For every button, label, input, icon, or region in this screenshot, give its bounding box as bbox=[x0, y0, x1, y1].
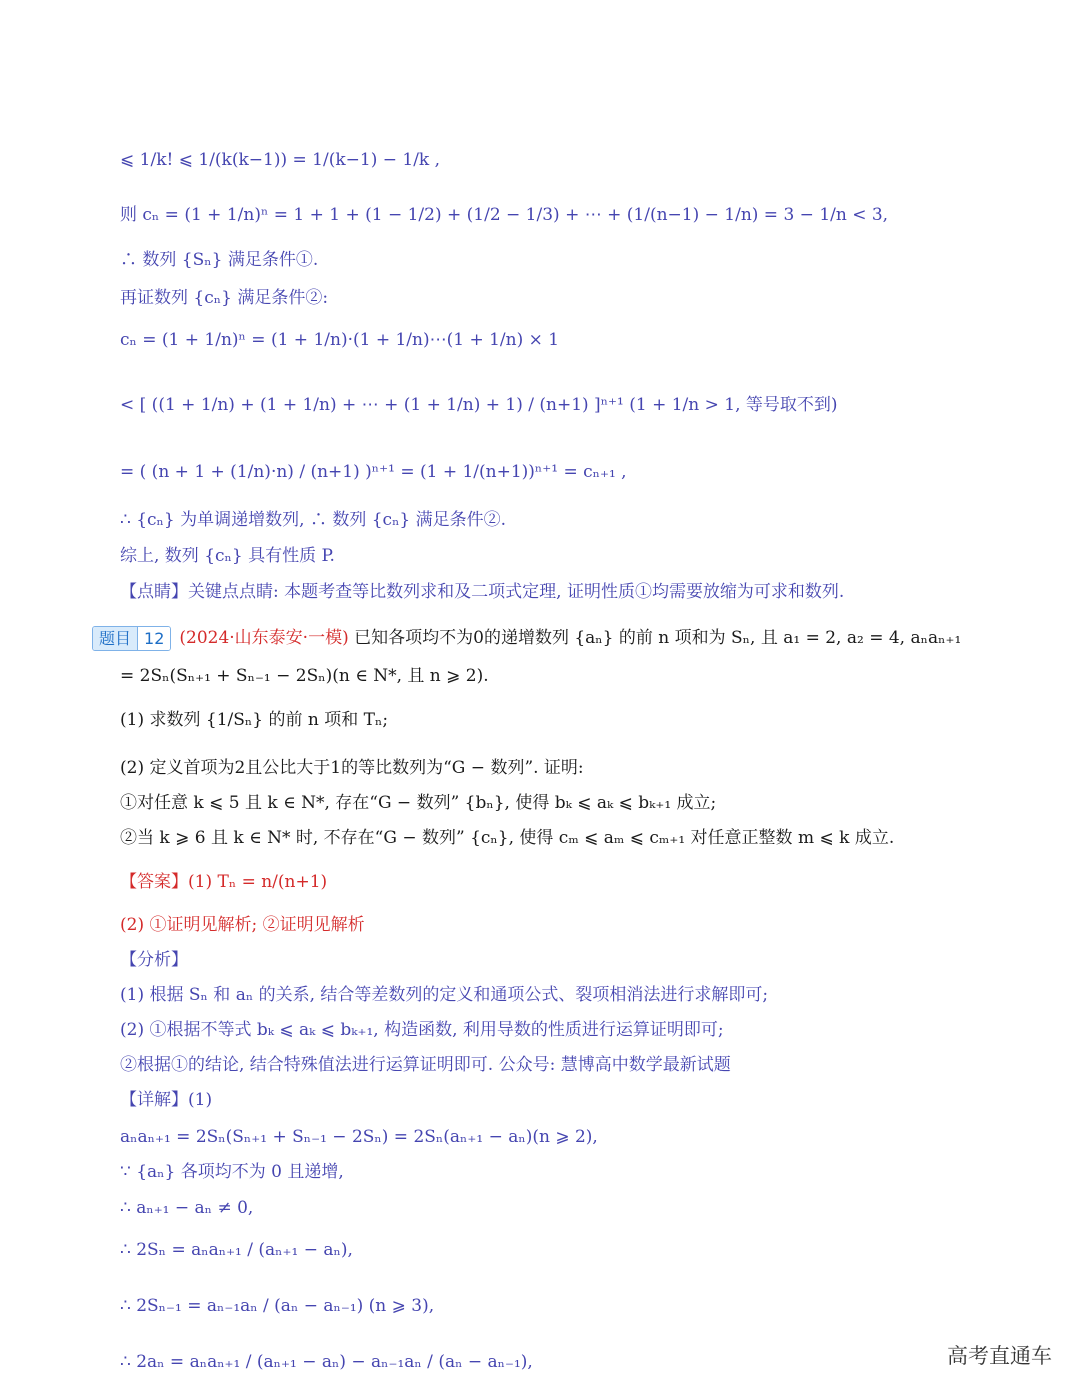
question-1: (1) 求数列 {1/Sₙ} 的前 n 项和 Tₙ; bbox=[120, 710, 389, 730]
problem-tag-number: 12 bbox=[137, 627, 170, 650]
solution-line: cₙ = (1 + 1/n)ⁿ = (1 + 1/n)·(1 + 1/n)⋯(1 + 1/n) × 1 bbox=[120, 330, 560, 350]
analysis-line: ②根据①的结论, 结合特殊值法进行运算证明即可. 公众号: 慧博高中数学最新试题 bbox=[120, 1055, 731, 1075]
detail-line: ∴ 2Sₙ = aₙaₙ₊₁ / (aₙ₊₁ − aₙ), bbox=[120, 1240, 353, 1260]
detail-line: ∴ 2aₙ = aₙaₙ₊₁ / (aₙ₊₁ − aₙ) − aₙ₋₁aₙ / (aₙ − aₙ₋₁), bbox=[120, 1352, 533, 1372]
detail-line: ∵ {aₙ} 各项均不为 0 且递增, bbox=[120, 1162, 344, 1182]
solution-line: 则 cₙ = (1 + 1/n)ⁿ = 1 + 1 + (1 − 1/2) + (1/2 − 1/3) + ⋯ + (1/(n−1) − 1/n) = 3 − 1/n < 3, bbox=[120, 205, 889, 225]
detail-title: 【详解】(1) bbox=[120, 1090, 213, 1110]
answer-line: 【答案】(1) Tₙ = n/(n+1) bbox=[120, 872, 328, 892]
detail-line: ∴ 2Sₙ₋₁ = aₙ₋₁aₙ / (aₙ − aₙ₋₁) (n ⩾ 3), bbox=[120, 1296, 435, 1316]
solution-line: < [ ((1 + 1/n) + (1 + 1/n) + ⋯ + (1 + 1/n) + 1) / (n+1) ]ⁿ⁺¹ (1 + 1/n > 1, 等号取不到) bbox=[120, 395, 838, 415]
analysis-line: (2) ①根据不等式 bₖ ⩽ aₖ ⩽ bₖ₊₁, 构造函数, 利用导数的性质进行运算证明即可; bbox=[120, 1020, 724, 1040]
question-2a: ①对任意 k ⩽ 5 且 k ∈ N*, 存在“G − 数列” {bₙ}, 使得 bₖ ⩽ aₖ ⩽ bₖ₊₁ 成立; bbox=[120, 793, 717, 813]
detail-line: ∴ aₙ₊₁ − aₙ ≠ 0, bbox=[120, 1198, 254, 1218]
answer-line: (2) ①证明见解析; ②证明见解析 bbox=[120, 915, 365, 935]
question-2b: ②当 k ⩾ 6 且 k ∈ N* 时, 不存在“G − 数列” {cₙ}, 使得 cₘ ⩽ aₘ ⩽ cₘ₊₁ 对任意正整数 m ⩽ k 成立. bbox=[120, 828, 895, 848]
detail-line: aₙaₙ₊₁ = 2Sₙ(Sₙ₊₁ + Sₙ₋₁ − 2Sₙ) = 2Sₙ(aₙ₊₁ − aₙ)(n ⩾ 2), bbox=[120, 1127, 598, 1147]
problem-stem: = 2Sₙ(Sₙ₊₁ + Sₙ₋₁ − 2Sₙ)(n ∈ N*, 且 n ⩾ 2). bbox=[120, 666, 489, 686]
problem-stem: 已知各项均不为0的递增数列 {aₙ} 的前 n 项和为 Sₙ, 且 a₁ = 2, a₂ = 4, aₙaₙ₊₁ bbox=[354, 628, 962, 649]
problem-source: (2024·山东泰安·一模) bbox=[179, 628, 349, 649]
comment-line: 【点睛】关键点点睛: 本题考查等比数列求和及二项式定理, 证明性质①均需要放缩为可求和数列. bbox=[120, 582, 845, 602]
question-2: (2) 定义首项为2且公比大于1的等比数列为“G − 数列”. 证明: bbox=[120, 758, 584, 778]
watermark: 高考直通车 bbox=[947, 1344, 1052, 1368]
solution-line: 综上, 数列 {cₙ} 具有性质 P. bbox=[120, 546, 335, 566]
problem-tag bbox=[92, 626, 171, 651]
problem-header bbox=[92, 626, 961, 651]
solution-line: ∴ 数列 {Sₙ} 满足条件①. bbox=[120, 250, 319, 270]
solution-line: ⩽ 1/k! ⩽ 1/(k(k−1)) = 1/(k−1) − 1/k , bbox=[120, 150, 441, 170]
solution-line: = ( (n + 1 + (1/n)·n) / (n+1) )ⁿ⁺¹ = (1 + 1/(n+1))ⁿ⁺¹ = cₙ₊₁ , bbox=[120, 462, 627, 482]
analysis-line: (1) 根据 Sₙ 和 aₙ 的关系, 结合等差数列的定义和通项公式、裂项相消法进行求解即可; bbox=[120, 985, 769, 1005]
solution-line: ∴ {cₙ} 为单调递增数列, ∴ 数列 {cₙ} 满足条件②. bbox=[120, 510, 507, 530]
problem-tag-label: 题目 bbox=[93, 627, 137, 650]
solution-line: 再证数列 {cₙ} 满足条件②: bbox=[120, 288, 329, 308]
analysis-title: 【分析】 bbox=[120, 950, 188, 970]
